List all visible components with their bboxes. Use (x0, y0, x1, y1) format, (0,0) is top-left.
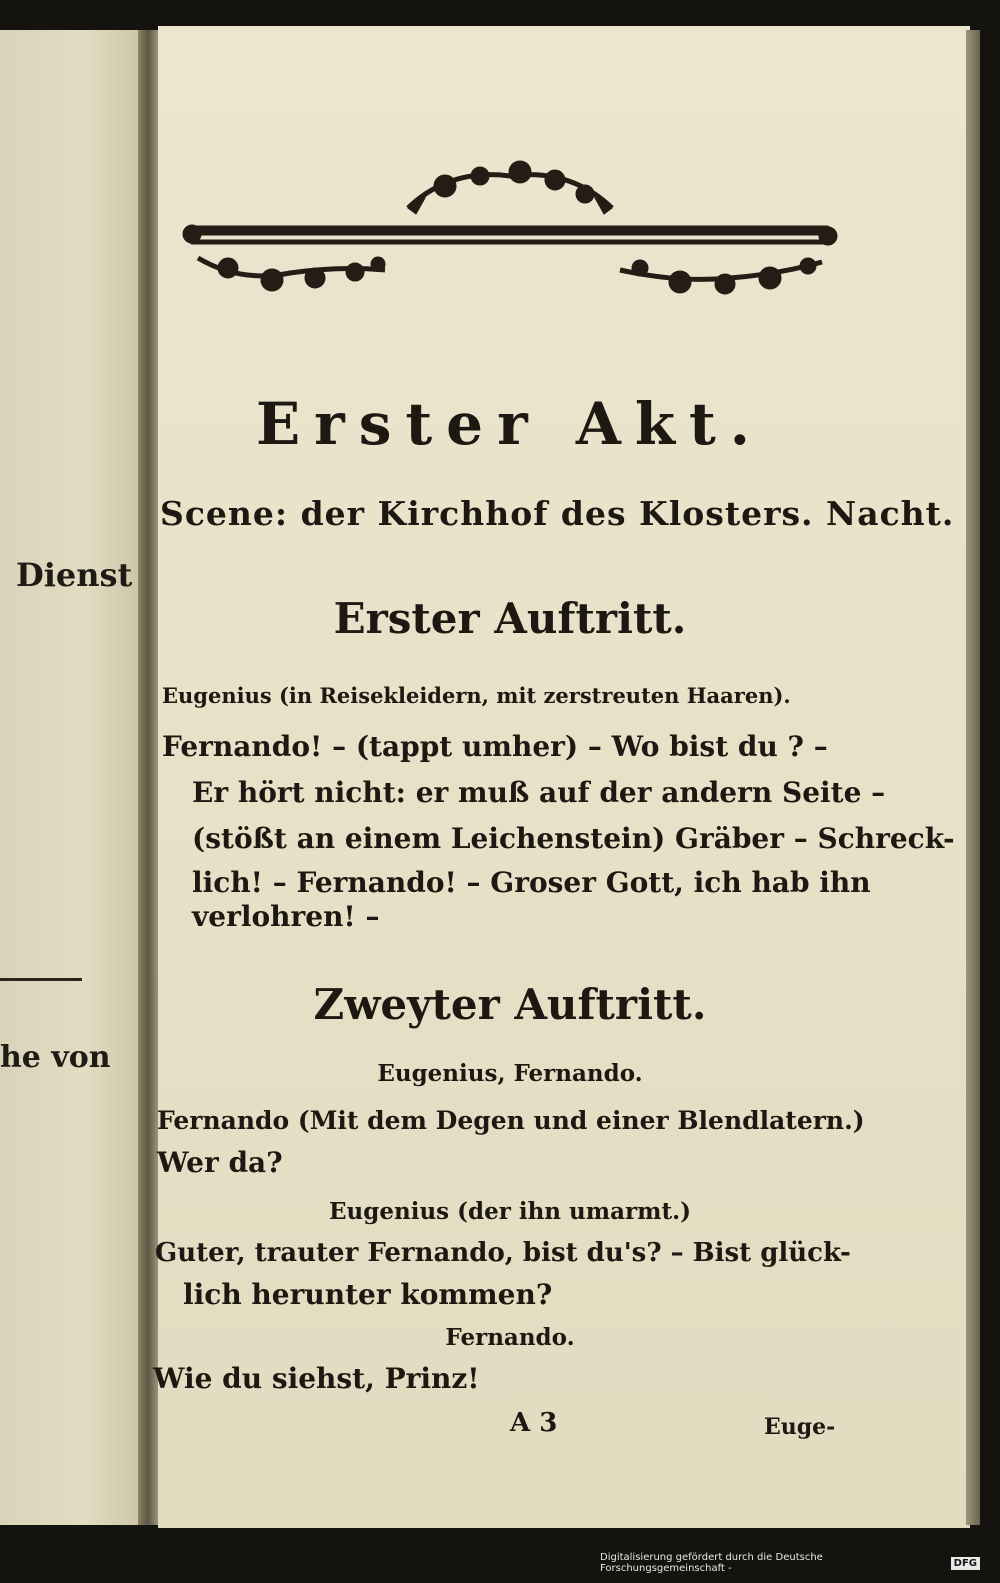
auftritt-2-speech-2: lich herunter kommen? (183, 1278, 553, 1311)
auftritt-2-heading: Zweyter Auftritt. (313, 980, 707, 1029)
auftritt-1-line: Fernando! – (tappt umher) – Wo bist du ? – (162, 730, 828, 763)
auftritt-1-line: lich! – Fernando! – Groser Gott, ich hab ihn (192, 866, 871, 899)
floral-ornament-icon (180, 158, 840, 318)
credit-text: Digitalisierung gefördert durch die Deutsche Forschungsgemeinschaft - (600, 1552, 823, 1574)
left-page-word-2: he von (0, 1040, 111, 1075)
left-page-rule (0, 978, 82, 981)
auftritt-2-speaker-3: Fernando. (445, 1324, 575, 1351)
auftritt-2-persons: Eugenius, Fernando. (377, 1060, 643, 1087)
book-gutter (138, 30, 160, 1525)
auftritt-2-speaker-2: Eugenius (der ihn umarmt.) (329, 1198, 691, 1225)
auftritt-2-speech-1: Wer da? (157, 1146, 283, 1179)
digitization-credit (600, 1552, 980, 1574)
auftritt-2-speech-3: Wie du siehst, Prinz! (153, 1362, 480, 1395)
page-edge (966, 30, 980, 1525)
act-title: Erster Akt. (255, 390, 765, 458)
auftritt-2-speech-1: Fernando (Mit dem Degen und einer Blendlatern.) (157, 1106, 865, 1135)
auftritt-2-speech-2: Guter, trauter Fernando, bist du's? – Bist glück- (155, 1238, 851, 1268)
auftritt-1-line: Er hört nicht: er muß auf der andern Seite – (192, 776, 886, 809)
auftritt-1-heading: Erster Auftritt. (333, 594, 687, 643)
auftritt-1-line: (stößt an einem Leichenstein) Gräber – Schreck- (192, 822, 955, 855)
signature-mark: A 3 (510, 1408, 558, 1438)
catchword: Euge- (764, 1414, 836, 1440)
auftritt-1-role: Eugenius (in Reisekleidern, mit zerstreuten Haaren). (162, 683, 791, 708)
auftritt-1-line: verlohren! – (192, 900, 380, 933)
left-page (0, 30, 140, 1525)
dfg-logo-icon: DFG (951, 1557, 980, 1570)
left-page-word-1: Dienst (16, 556, 133, 594)
scene-line: Scene: der Kirchhof des Klosters. Nacht. (160, 494, 955, 533)
